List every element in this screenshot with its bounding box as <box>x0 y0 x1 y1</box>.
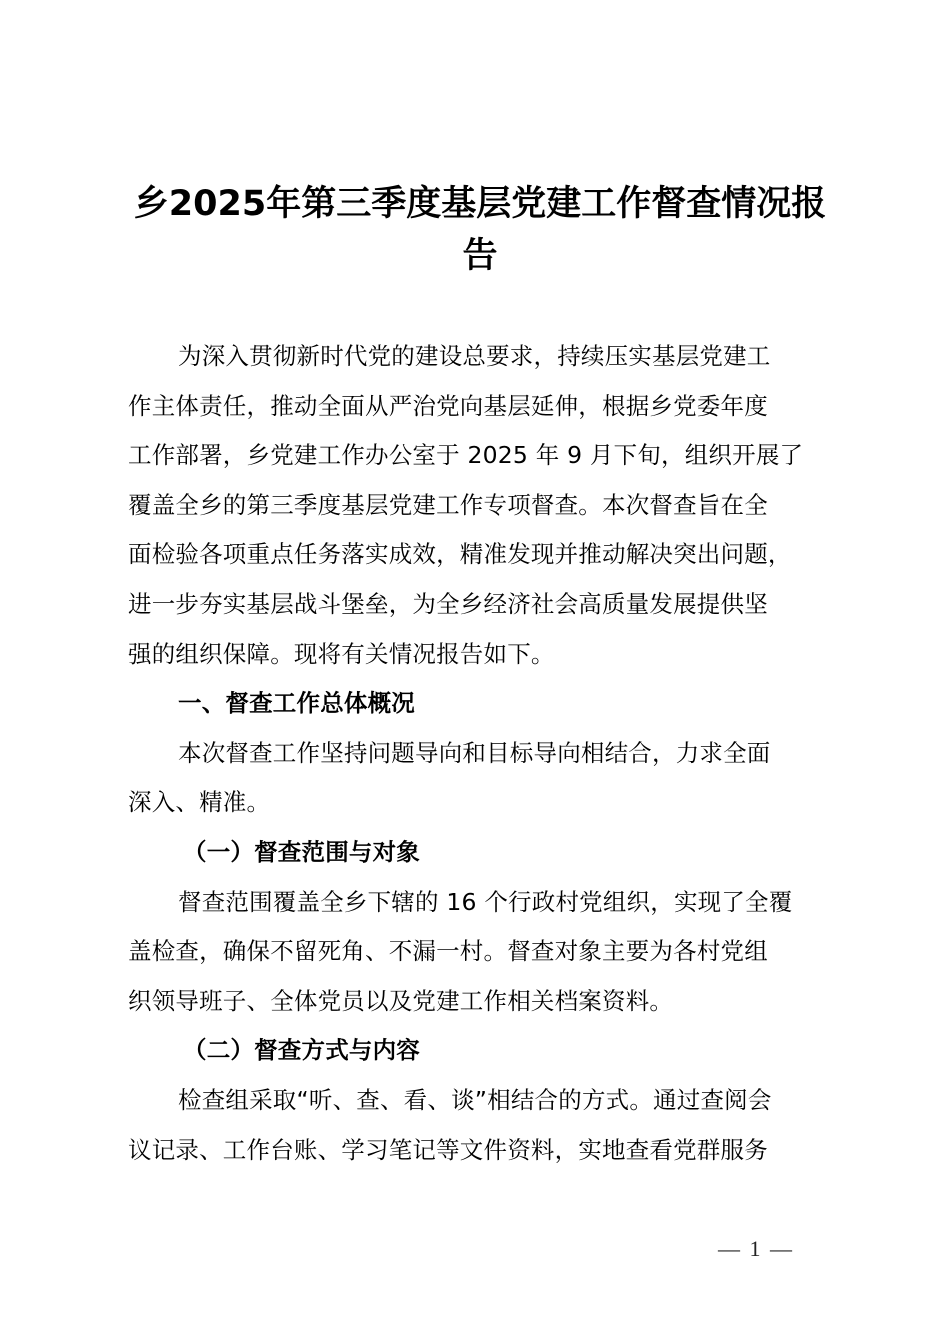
paragraph-intro-line-1: 为深入贯彻新时代党的建设总要求，持续压实基层党建工 <box>178 342 771 370</box>
subsection-heading-2: （二）督查方式与内容 <box>183 1036 420 1065</box>
paragraph-overview-line-2: 深入、精准。 <box>128 788 271 817</box>
paragraph-overview-line-1: 本次督查工作坚持问题导向和目标导向相结合，力求全面 <box>178 738 771 767</box>
paragraph-intro-line-5: 面检验各项重点任务落实成效，精准发现并推动解决突出问题， <box>128 540 792 569</box>
paragraph-scope-line-3: 织领导班子、全体党员以及党建工作相关档案资料。 <box>128 986 674 1015</box>
paragraph-method-line-2: 议记录、工作台账、学习笔记等文件资料，实地查看党群服务 <box>128 1135 768 1164</box>
title-line-2: 告 <box>462 236 498 276</box>
document-title <box>120 178 840 282</box>
paragraph-intro-line-3: 工作部署，乡党建工作办公室于 2025 年 9 月下旬，组织开展了 <box>128 441 804 470</box>
section-heading-1: 一、督查工作总体概况 <box>178 689 415 718</box>
paragraph-scope-line-1: 督查范围覆盖全乡下辖的 16 个行政村党组织，实现了全覆 <box>178 887 793 916</box>
document-body <box>128 332 833 1175</box>
paragraph-intro-line-4: 覆盖全乡的第三季度基层党建工作专项督查。本次督查旨在全 <box>128 490 768 519</box>
paragraph-intro-line-6: 进一步夯实基层战斗堡垒，为全乡经济社会高质量发展提供坚 <box>128 589 768 618</box>
subsection-heading-1: （一）督查范围与对象 <box>183 837 420 866</box>
paragraph-scope-line-2: 盖检查，确保不留死角、不漏一村。督查对象主要为各村党组 <box>128 937 768 966</box>
paragraph-method-line-1: 检查组采取“听、查、看、谈”相结合的方式。通过查阅会 <box>178 1085 772 1114</box>
paragraph-intro-line-7: 强的组织保障。现将有关情况报告如下。 <box>128 639 555 668</box>
page-number: — 1 — <box>718 1236 794 1261</box>
title-line-1: 乡2025年第三季度基层党建工作督查情况报 <box>133 184 827 224</box>
paragraph-intro-line-2: 作主体责任，推动全面从严治党向基层延伸，根据乡党委年度 <box>128 391 768 420</box>
